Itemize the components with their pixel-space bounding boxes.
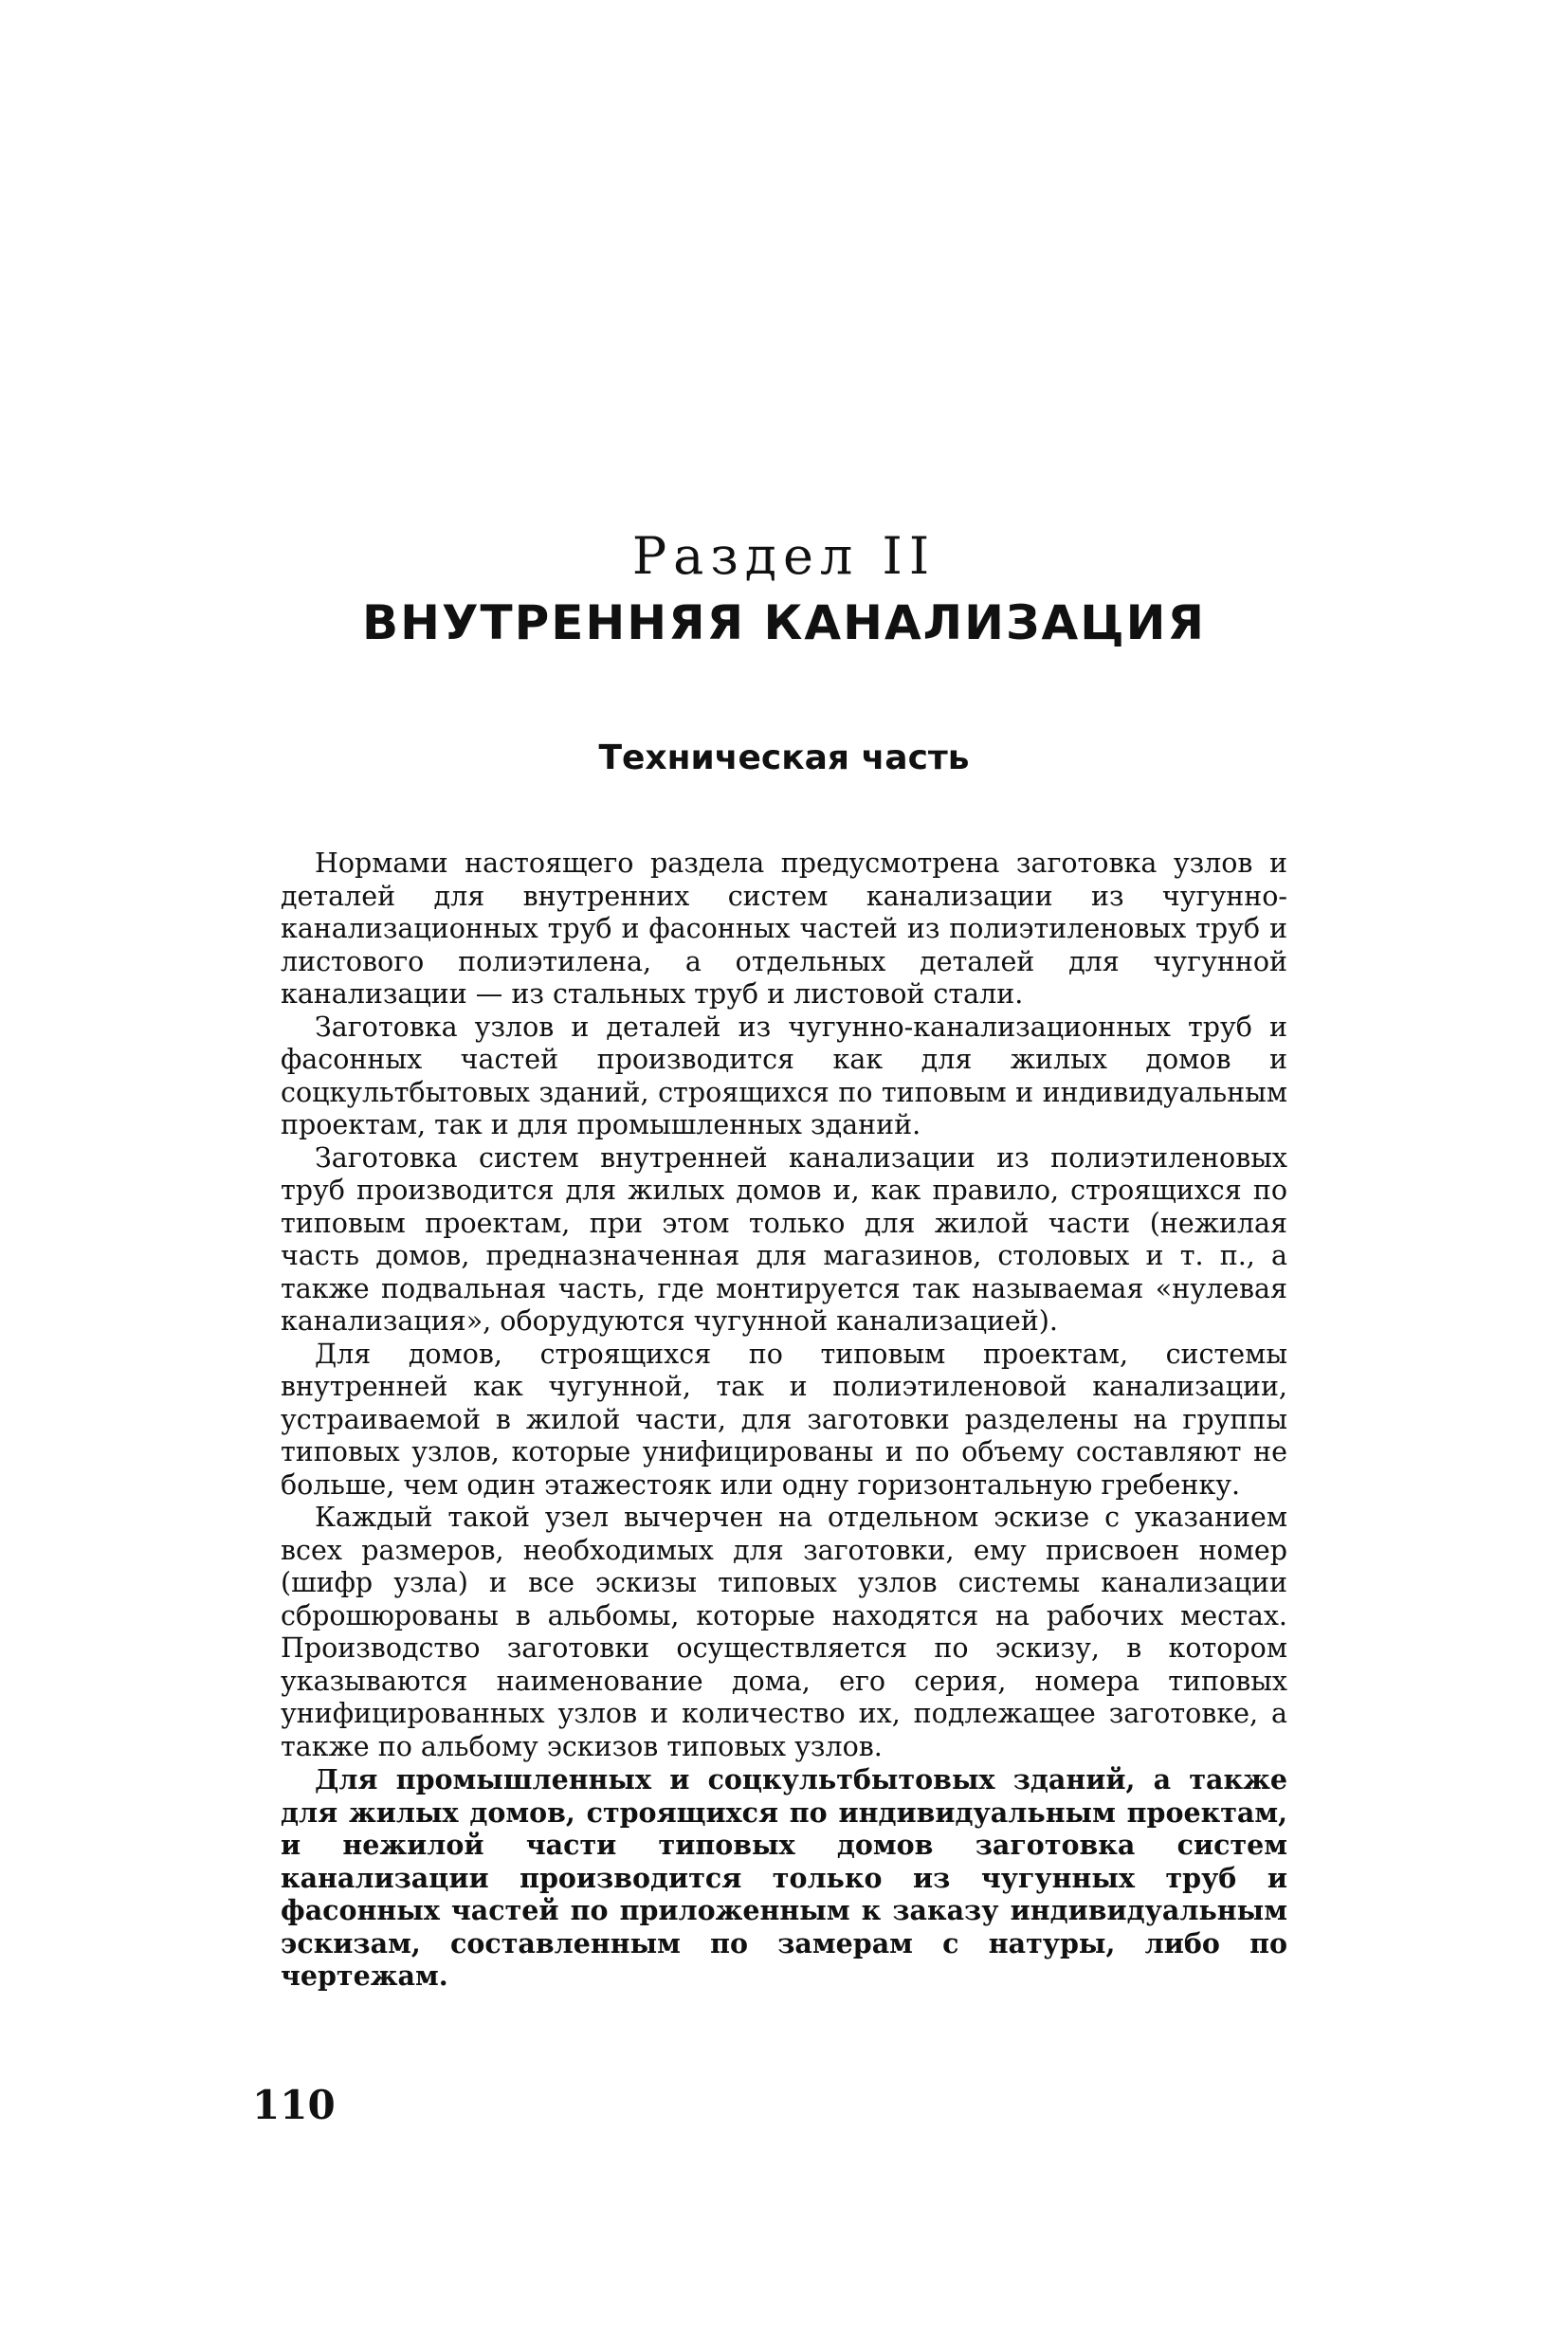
body-text xyxy=(281,847,1287,1993)
paragraph: Для промышленных и соцкультбытовых зданий, а также для жилых домов, строящихся по индивидуальным проектам, и нежилой части типовых домов заготовка систем канализации производится только из чугунных труб и фасонных частей по приложенным к заказу индивидуальным эскизам, составленным по замерам с натуры, либо по чертежам. xyxy=(281,1763,1287,1992)
paragraph: Нормами настоящего раздела предусмотрена заготовка узлов и деталей для внутренних систем канализации из чугунно-канализационных труб и фасонных частей из полиэтиленовых труб и листового полиэтилена, а отдельных деталей для чугунной канализации — из стальных труб и листовой стали. xyxy=(281,847,1287,1010)
section-title: ВНУТРЕННЯЯ КАНАЛИЗАЦИЯ xyxy=(362,595,1206,650)
paragraph: Заготовка систем внутренней канализации из полиэтиленовых труб производится для жилых домов и, как правило, строящихся по типовым проектам, при этом только для жилой части (нежилая часть домов, предназначенная для магазинов, столовых и т. п., а также подвальная часть, где монтируется так называемая «нулевая канализация», оборудуются чугунной канализацией). xyxy=(281,1141,1287,1337)
section-label: Раздел II xyxy=(631,526,937,586)
paragraph: Для домов, строящихся по типовым проектам, системы внутренней как чугунной, так и полиэтиленовой канализации, устраиваемой в жилой части, для заготовки разделены на группы типовых узлов, которые унифицированы и по объему составляют не больше, чем один этажестояк или одну горизонтальную гребенку. xyxy=(281,1338,1287,1501)
subsection-title: Техническая часть xyxy=(598,738,970,777)
paragraph: Заготовка узлов и деталей из чугунно-канализационных труб и фасонных частей производится как для жилых домов и соцкультбытовых зданий, строящихся по типовым и индивидуальным проектам, так и для промышленных зданий. xyxy=(281,1011,1287,1140)
page-number: 110 xyxy=(252,2082,336,2128)
paragraph: Каждый такой узел вычерчен на отдельном эскизе с указанием всех размеров, необходимых для заготовки, ему присвоен номер (шифр узла) и все эскизы типовых узлов системы канализации сброшюрованы в альбомы, которые находятся на рабочих местах. Производство заготовки осуществляется по эскизу, в котором указываются наименование дома, его серия, номера типовых унифицированных узлов и количество их, подлежащее заготовке, а также по альбому эскизов типовых узлов. xyxy=(281,1502,1287,1762)
